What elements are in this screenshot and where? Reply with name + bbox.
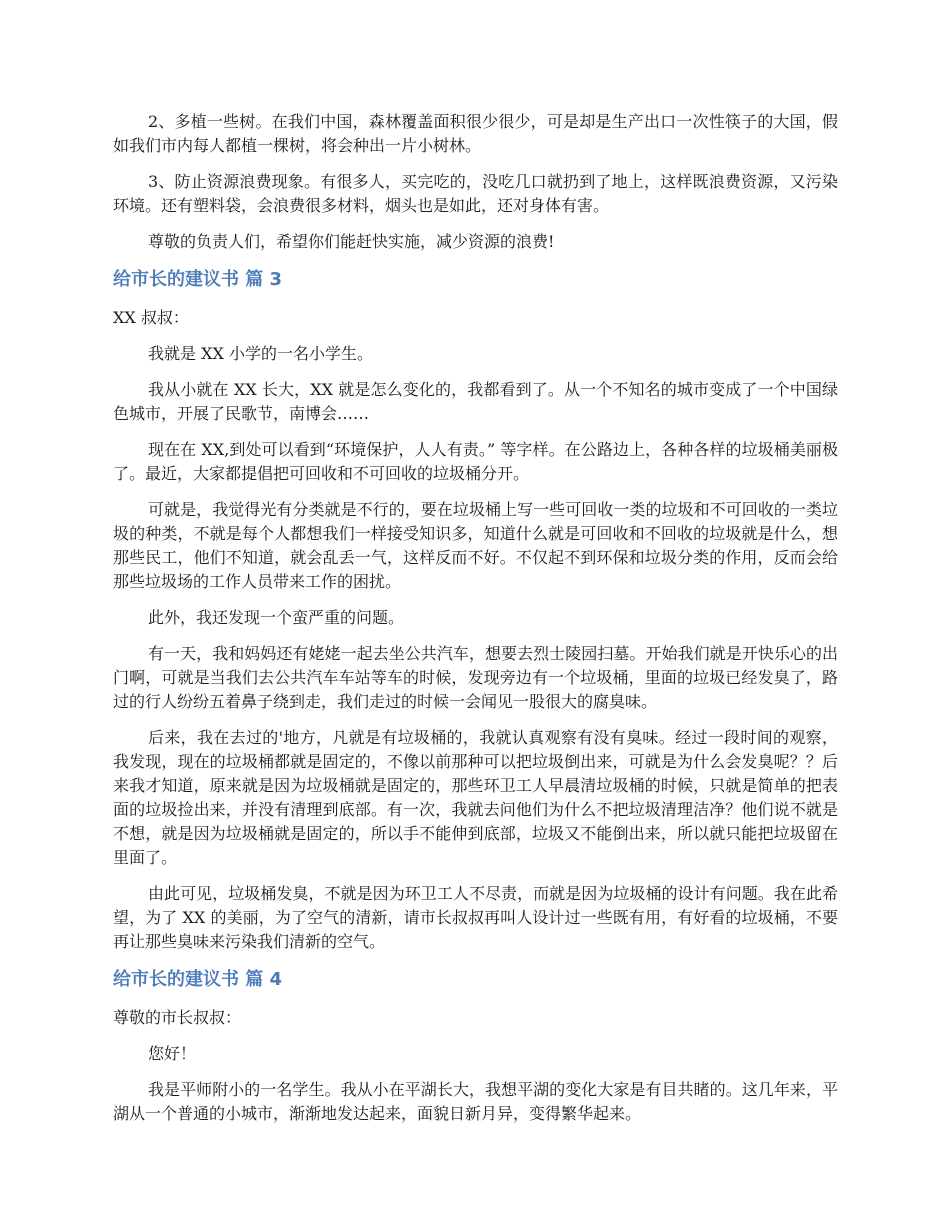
section-heading-4: 给市长的建议书 篇 4 bbox=[113, 969, 283, 990]
paragraph: 此外，我还发现一个蛮严重的问题。 bbox=[148, 608, 405, 627]
paragraph: 2、多植一些树。在我们中国，森林覆盖面积很少很少，可是却是生产出口一次性筷子的大国，假如我们市内每人都植一棵树，将会种出一片小树林。 bbox=[113, 112, 838, 155]
section-heading-3: 给市长的建议书 篇 3 bbox=[113, 269, 283, 290]
salutation: 尊敬的市长叔叔： bbox=[113, 1008, 242, 1027]
salutation: XX 叔叔： bbox=[113, 308, 189, 327]
paragraph: 现在在 XX,到处可以看到“环境保护，人人有责。” 等字样。在公路边上，各种各样的垃圾桶美丽极了。最近，大家都提倡把可回收和不可回收的垃圾桶分开。 bbox=[113, 440, 838, 483]
paragraph: 可就是，我觉得光有分类就是不行的，要在垃圾桶上写一些可回收一类的垃圾和不可回收的一类垃圾的种类，不就是每个人都想我们一样接受知识多，知道什么就是可回收和不回收的垃圾就是什么，想那些民工，他们不知道，就会乱丢一气，这样反而不好。不仅起不到环保和垃圾分类的作用，反而会给那些垃圾场的工作人员带来工作的困扰。 bbox=[113, 500, 838, 591]
paragraph: 我从小就在 XX 长大，XX 就是怎么变化的，我都看到了。从一个不知名的城市变成了一个中国绿色城市，开展了民歌节，南博会…… bbox=[113, 380, 838, 423]
paragraph: 尊敬的负责人们，希望你们能赶快实施，减少资源的浪费! bbox=[148, 232, 555, 251]
paragraph: 有一天，我和妈妈还有姥姥一起去坐公共汽车，想要去烈士陵园扫墓。开始我们就是开快乐心的出门啊，可就是当我们去公共汽车车站等车的时候，发现旁边有一个垃圾桶，里面的垃圾已经发臭了，路过的行人纷纷五着鼻子绕到走，我们走过的时候一会闻见一股很大的腐臭味。 bbox=[113, 644, 838, 711]
paragraph: 我就是 XX 小学的一名小学生。 bbox=[148, 344, 373, 363]
document-page bbox=[113, 110, 838, 1138]
paragraph: 后来，我在去过的'地方，凡就是有垃圾桶的，我就认真观察有没有臭味。经过一段时间的观察，我发现，现在的垃圾桶都就是固定的，不像以前那种可以把垃圾倒出来，可就是为什么会发臭呢？？后来我才知道，原来就是因为垃圾桶就是固定的，那些环卫工人早晨清垃圾桶的时候，只就是简单的把表面的垃圾捡出来，并没有清理到底部。有一次，我就去问他们为什么不把垃圾清理洁净？他们说不就是不想，就是因为垃圾桶就是固定的，所以手不能伸到底部，垃圾又不能倒出来，所以就只能把垃圾留在里面了。 bbox=[113, 728, 838, 867]
paragraph: 由此可见，垃圾桶发臭，不就是因为环卫工人不尽责，而就是因为垃圾桶的设计有问题。我在此希望，为了 XX 的美丽，为了空气的清新，请市长叔叔再叫人设计过一些既有用，有好看的垃圾桶，不要再让那些臭味来污染我们清新的空气。 bbox=[113, 884, 838, 951]
paragraph: 我是平师附小的一名学生。我从小在平湖长大，我想平湖的变化大家是有目共睹的。这几年来，平湖从一个普通的小城市，渐渐地发达起来，面貌日新月异，变得繁华起来。 bbox=[113, 1080, 838, 1123]
paragraph: 您好！ bbox=[148, 1044, 197, 1063]
paragraph: 3、防止资源浪费现象。有很多人，买完吃的，没吃几口就扔到了地上，这样既浪费资源，又污染环境。还有塑料袋，会浪费很多材料，烟头也是如此，还对身体有害。 bbox=[113, 172, 838, 215]
